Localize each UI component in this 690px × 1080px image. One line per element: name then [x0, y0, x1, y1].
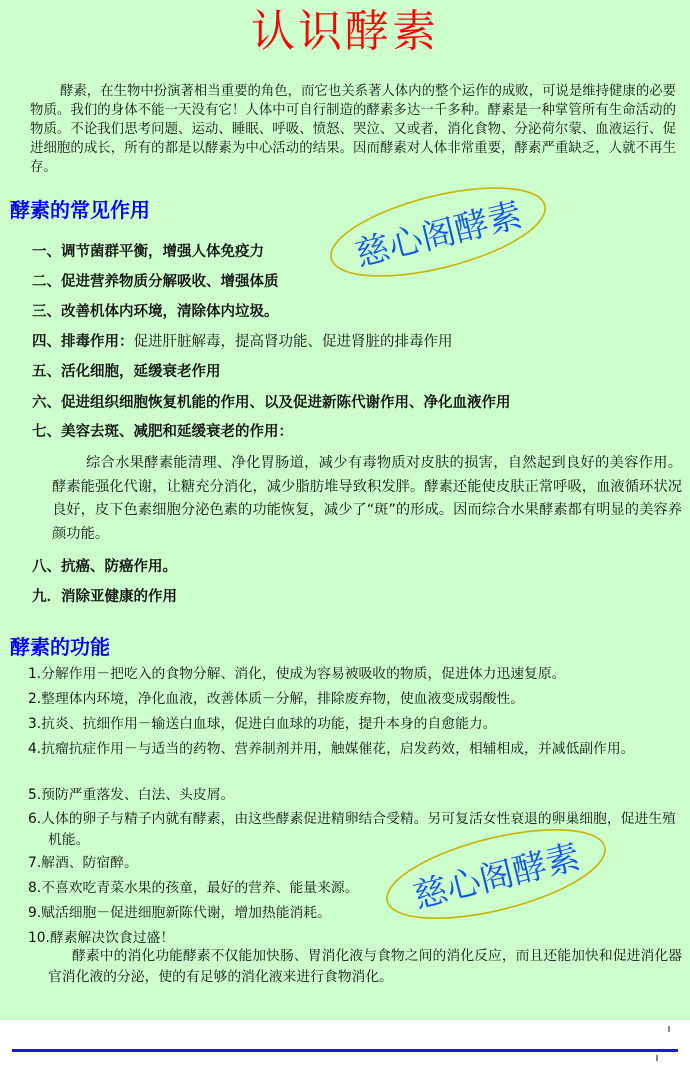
section-heading-common-uses: 酵素的常见作用	[10, 198, 150, 222]
use-item	[32, 393, 682, 413]
use-item-text: 一、调节菌群平衡，增强人体免疫力	[32, 244, 264, 260]
function-item: 6.人体的卵子与精子内就有酵素，由这些酵素促进精卵结合受精。另可复活女性衰退的卵巢细胞，促进生殖机能。	[28, 811, 676, 848]
function-item: 7.解酒、防宿醉。	[28, 855, 138, 871]
use-item	[32, 422, 682, 442]
footer-divider	[12, 1049, 678, 1052]
function-item: 2.整理体内环境，净化血液，改善体质－分解，排除废弃物，使血液变成弱酸性。	[28, 691, 525, 707]
use-item	[32, 302, 682, 322]
watermark-text: 慈心阁酵素	[351, 194, 527, 275]
digestion-paragraph: 酵素中的消化功能酵素不仅能加快肠、胃消化液与食物之间的消化反应，而且还能加快和促进消化器官消化液的分泌，使的有足够的消化液来进行食物消化。	[48, 948, 682, 985]
function-item: 5.预防严重落发、白法、头皮屑。	[28, 787, 235, 803]
use-item	[32, 362, 682, 382]
page-edge-mark	[668, 1026, 670, 1032]
use-item-text: 五、活化细胞，延缓衰老作用	[32, 364, 221, 380]
use-item-text: 三、改善机体内环境，清除体内垃圾。	[32, 304, 279, 320]
use-item-text: 四、排毒作用：	[32, 334, 134, 350]
function-item: 9.赋活细胞－促进细胞新陈代谢，增加热能消耗。	[28, 905, 331, 921]
watermark-text: 慈心阁酵素	[409, 836, 585, 917]
use-item-text: 八、抗癌、防癌作用。	[32, 559, 177, 575]
function-item: 4.抗瘤抗症作用－与适当的药物、营养制剂并用，触媒催花，启发药效，相辅相成，并减低副作用。	[28, 741, 635, 757]
intro-paragraph: 酵素，在生物中扮演著相当重要的角色，而它也关系著人体内的整个运作的成败，可说是维持健康的必要物质。我们的身体不能一天没有它！人体中可自行制造的酵素多达一千多种。酵素是一种掌管所有生命活动的物质。不论我们思考问题、运动、睡眠、呼吸、愤怒、哭泣、又或者，消化食物、分泌荷尔蒙、血液运行、促进细胞的成长，所有的都是以酵素为中心活动的结果。因而酵素对人体非常重要，酵素严重缺乏，人就不再生存。	[30, 84, 676, 175]
use-item-text: 二、促进营养物质分解吸收、增强体质	[32, 274, 279, 290]
beauty-paragraph: 综合水果酵素能清理、净化胃肠道，减少有毒物质对皮肤的损害，自然起到良好的美容作用。酵素能强化代谢，让糖充分消化，减少脂肪堆导致积发胖。酵素还能使皮肤正常呼吸，血液循环状况良好，皮下色素细胞分泌色素的功能恢复，减少了“斑”的形成。因而综合水果酵素都有明显的美容养颜功能。	[52, 455, 682, 542]
use-item-text: 六、促进组织细胞恢复机能的作用、以及促进新陈代谢作用、净化血液作用	[32, 395, 511, 411]
use-item	[32, 587, 682, 607]
function-item: 1.分解作用－把吃入的食物分解、消化，使成为容易被吸收的物质，促进体力迅速复原。	[28, 666, 566, 682]
page-title: 认识酵素	[251, 6, 439, 57]
use-item-detail: 促进肝脏解毒，提高肾功能、促进肾脏的排毒作用	[133, 334, 453, 350]
use-item-text: 九．消除亚健康的作用	[32, 589, 177, 605]
use-item-text: 七、美容去斑、减肥和延缓衰老的作用：	[32, 424, 293, 440]
section-heading-functions: 酵素的功能	[10, 635, 110, 659]
page-edge-mark	[656, 1055, 658, 1061]
use-item	[32, 272, 682, 292]
function-item: 10.酵素解决饮食过盛！	[28, 930, 175, 946]
use-item	[32, 557, 682, 577]
function-item: 3.抗炎、抗细作用－输送白血球，促进白血球的功能，提升本身的自愈能力。	[28, 716, 497, 732]
use-item	[32, 242, 682, 262]
use-item	[32, 332, 682, 352]
function-item: 8.不喜欢吃青菜水果的孩童，最好的营养、能量来源。	[28, 880, 359, 896]
